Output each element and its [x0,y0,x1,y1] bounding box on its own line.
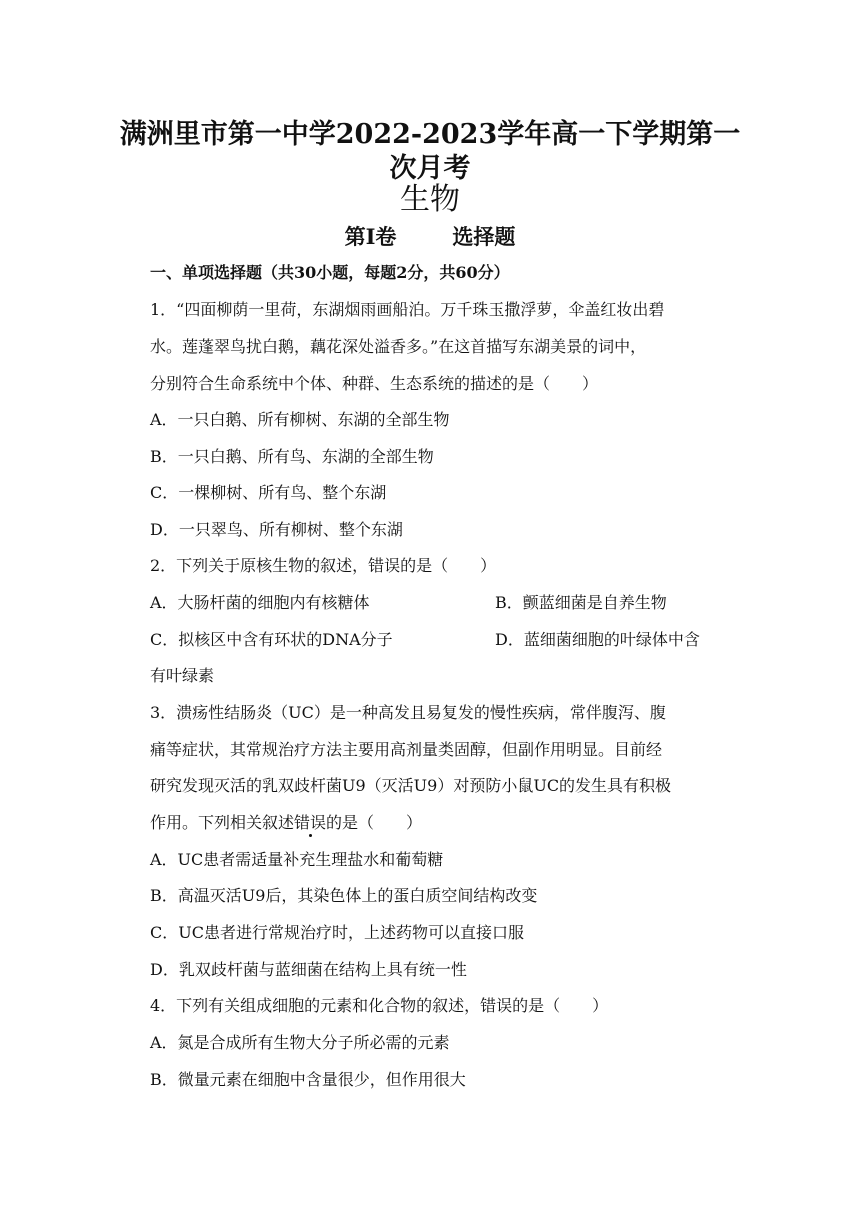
q3-option-a: A．UC患者需适量补充生理盐水和葡萄糖 [150,850,444,869]
q4-option-a: A．氮是合成所有生物大分子所必需的元素 [150,1033,450,1052]
q3-option-d: D．乳双歧杆菌与蓝细菌在结构上具有统一性 [150,960,467,979]
q3-stem-line-4 [150,812,422,834]
q3-emphasis-word: 错误 [294,813,327,832]
q1-option-d: D．一只翠鸟、所有柳树、整个东湖 [150,520,403,539]
q2-option-b: B．颤蓝细菌是自养生物 [495,593,667,612]
volume-heading [0,222,860,252]
q1-option-b: B．一只白鹅、所有鸟、东湖的全部生物 [150,447,434,466]
q3-stem-text: 作用。下列相关叙述 [150,813,295,832]
q2-option-d: D．蓝细菌细胞的叶绿体中含 [495,630,700,649]
q1-stem-line-2: 水。莲蓬翠鸟扰白鹅，藕花深处溢香多。”在这首描写东湖美景的词中， [150,337,647,356]
q4-stem-line-1: 4．下列有关组成细胞的元素和化合物的叙述，错误的是（ ） [150,996,609,1015]
q3-stem-tail: 的是（ ） [326,813,423,832]
q1-option-a: A．一只白鹅、所有柳树、东湖的全部生物 [150,410,450,429]
q2-option-a: A．大肠杆菌的细胞内有核糖体 [150,593,370,612]
exam-title-line-1: 满洲里市第一中学2022-2023学年高一下学期第一 [119,119,741,150]
exam-title-line-2: 次月考 [389,153,471,184]
q4-option-b: B．微量元素在细胞中含量很少，但作用很大 [150,1070,466,1089]
q2-option-d-continued: 有叶绿素 [150,666,215,685]
section-heading: 一、单项选择题（共30小题，每题2分，共60分） [150,263,510,282]
q3-stem-line-2: 痛等症状，其常规治疗方法主要用高剂量类固醇，但副作用明显。目前经 [150,740,663,759]
q1-stem-line-1: 1．“四面柳荫一里荷，东湖烟雨画船泊。万千珠玉撒浮萝，伞盖红妆出碧 [150,300,665,319]
volume-label: 第Ⅰ卷 [344,224,397,249]
q3-stem-line-1: 3．溃疡性结肠炎（UC）是一种高发且易复发的慢性疾病，常伴腹泻、腹 [150,703,666,722]
q3-option-b: B．高温灭活U9后，其染色体上的蛋白质空间结构改变 [150,886,538,905]
q1-option-c: C．一棵柳树、所有鸟、整个东湖 [150,483,387,502]
volume-name: 选择题 [452,224,516,249]
q3-option-c: C．UC患者进行常规治疗时，上述药物可以直接口服 [150,923,524,942]
q3-stem-line-3: 研究发现灭活的乳双歧杆菌U9（灭活U9）对预防小鼠UC的发生具有积极 [150,776,672,795]
q2-stem-line-1: 2．下列关于原核生物的叙述，错误的是（ ） [150,556,497,575]
q2-option-c: C．拟核区中含有环状的DNA分子 [150,630,393,649]
q1-stem-line-3: 分别符合生命系统中个体、种群、生态系统的描述的是（ ） [150,374,599,393]
subject-title: 生物 [400,182,460,217]
